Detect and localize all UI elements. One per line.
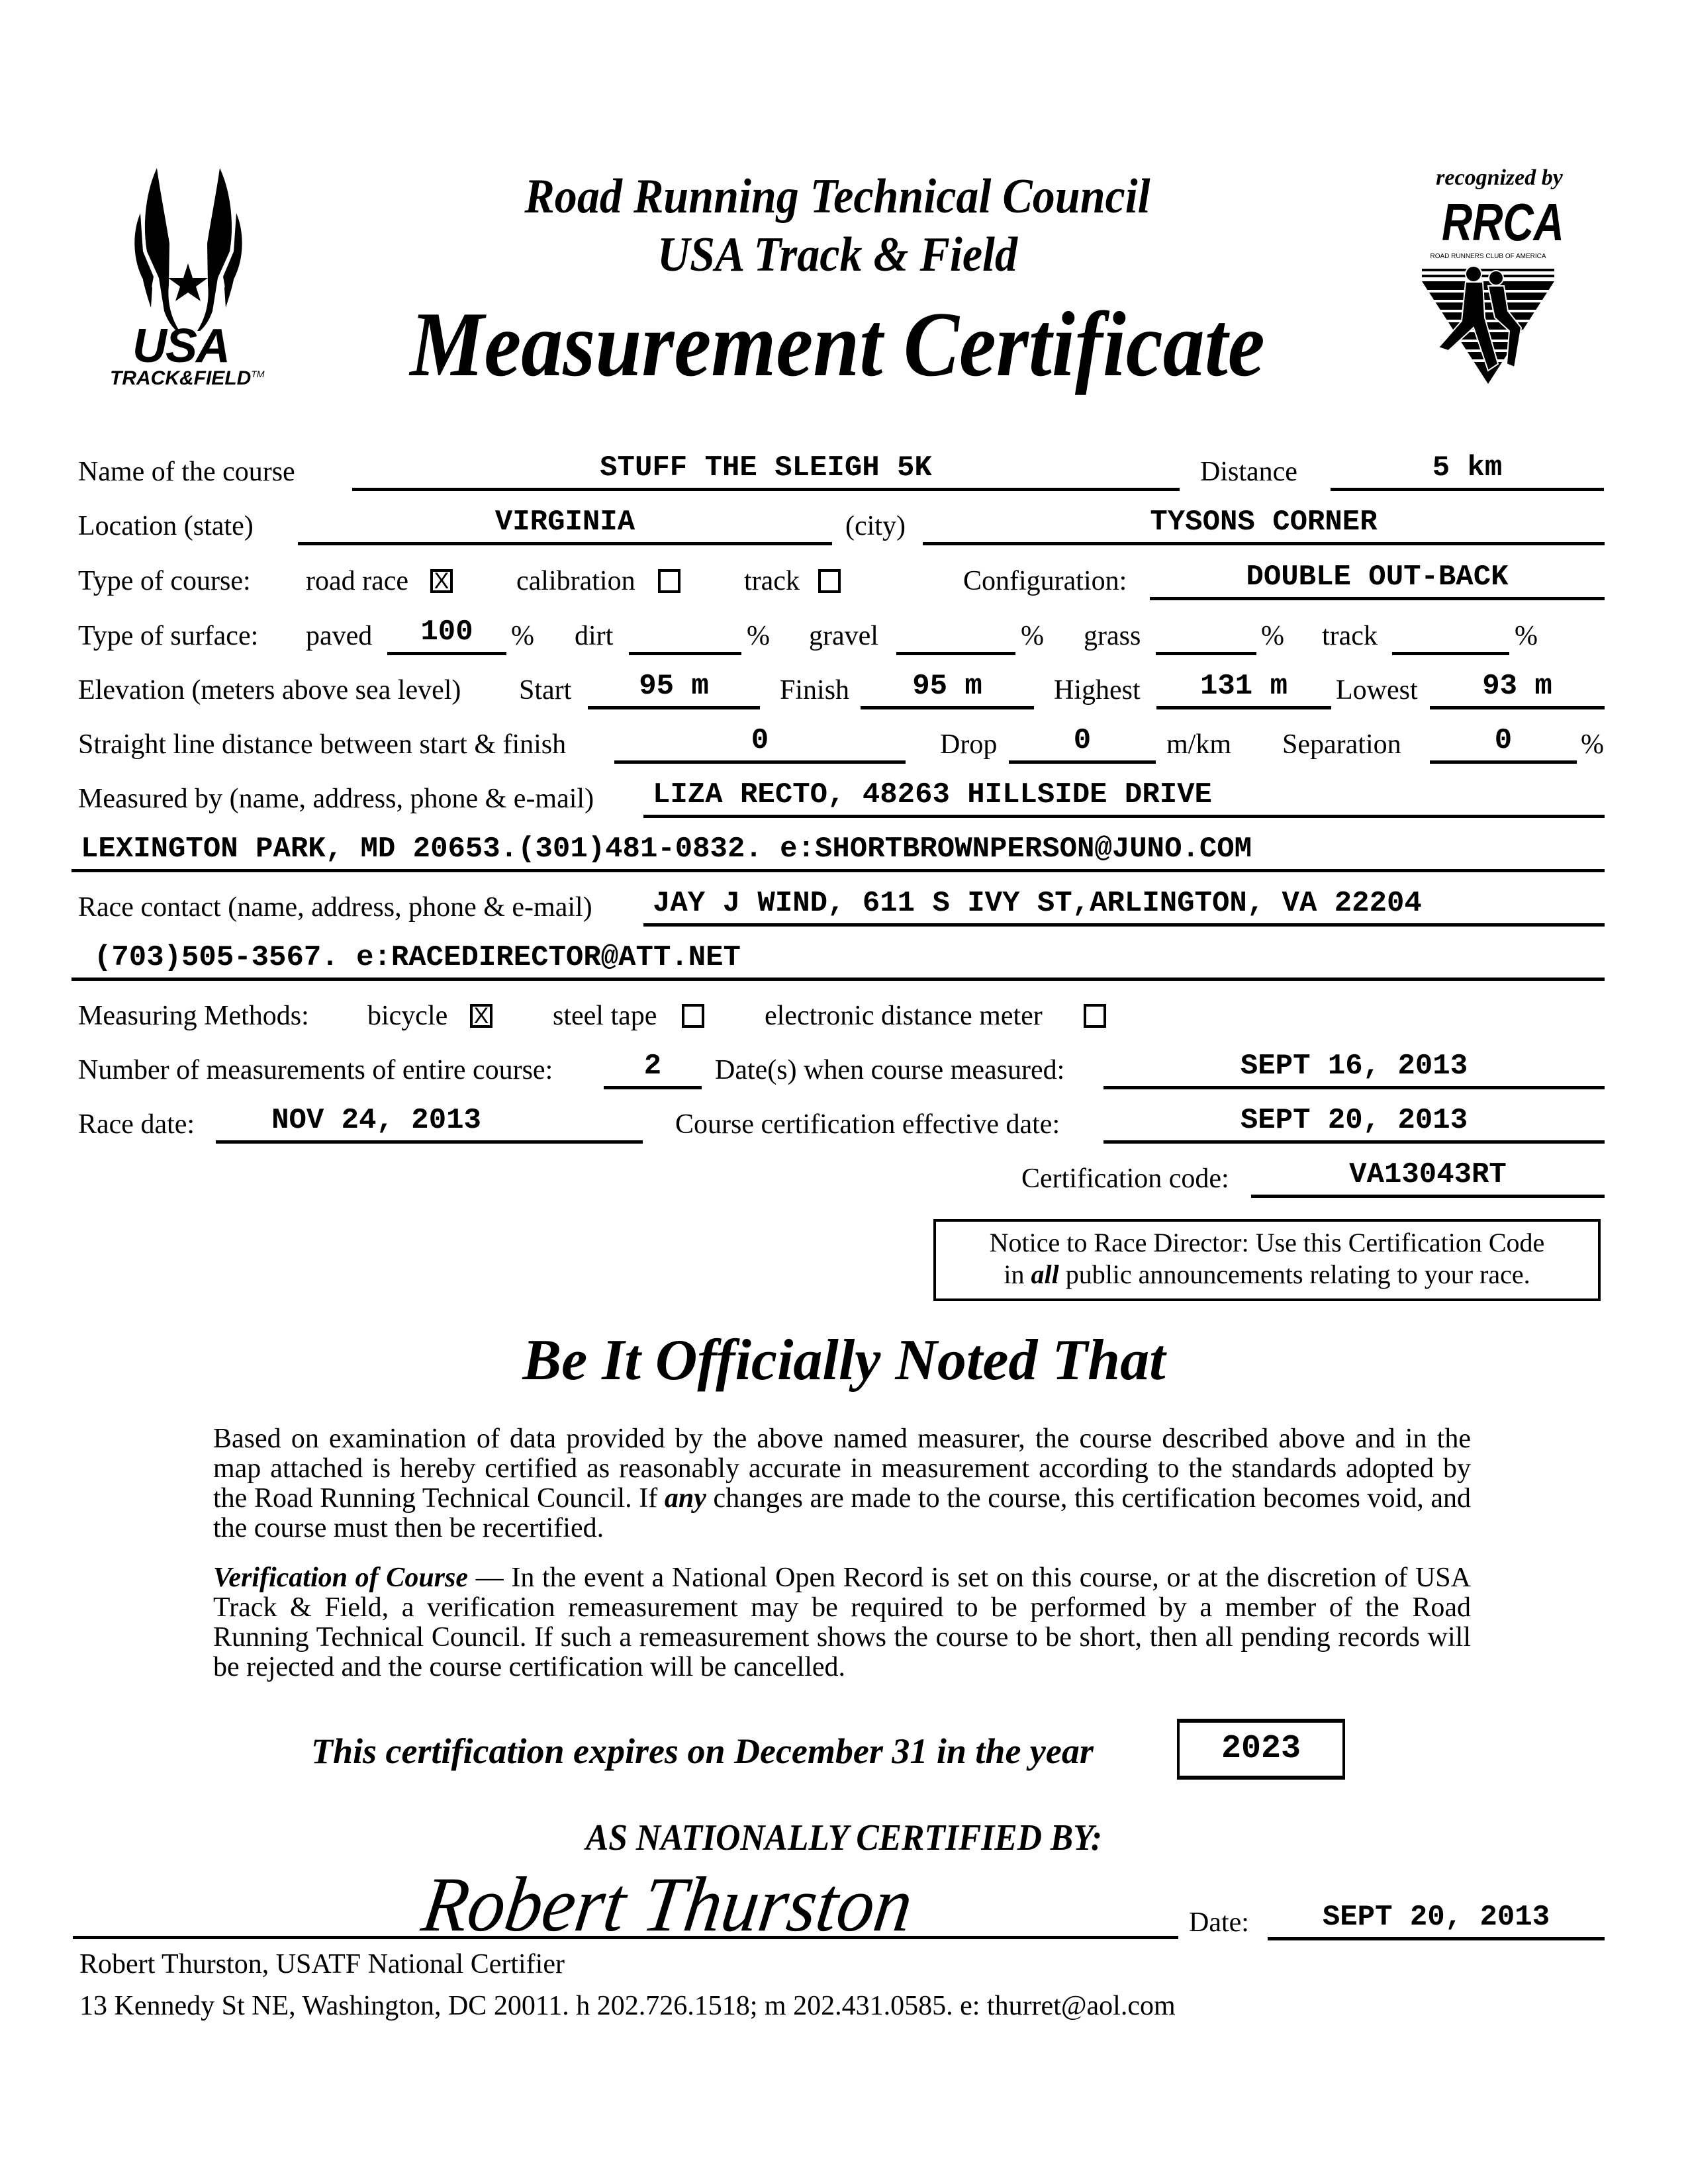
org-line-2: USA Track & Field <box>657 228 1018 282</box>
rrca-logo-icon <box>1422 265 1554 384</box>
straight-line-field[interactable] <box>614 724 906 764</box>
usatf-logo <box>106 165 298 390</box>
rrca-subtext: ROAD RUNNERS CLUB OF AMERICA <box>1430 253 1546 260</box>
surface-grass-label: grass <box>1084 621 1141 651</box>
method-bicycle-checkbox[interactable]: X <box>470 1004 492 1028</box>
surface-gravel-unit: % <box>1021 621 1044 651</box>
elevation-highest-label: Highest <box>1054 675 1141 705</box>
dates-measured-field[interactable] <box>1103 1050 1605 1089</box>
rrca-text: RRCA <box>1442 193 1564 251</box>
elevation-highest-field[interactable] <box>1156 670 1331 709</box>
city-label: (city) <box>845 511 906 541</box>
method-steel-tape-label: steel tape <box>553 1001 657 1031</box>
location-state-label: Location (state) <box>78 511 254 541</box>
measured-by-line1-value: LIZA RECTO, 48263 HILLSIDE DRIVE <box>653 778 1212 811</box>
usatf-logo-text: USA <box>132 320 230 373</box>
cert-code-label: Certification code: <box>1021 1163 1229 1194</box>
method-bicycle-label: bicycle <box>367 1001 448 1031</box>
measured-by-line2-field[interactable] <box>71 833 1605 872</box>
surface-paved-unit: % <box>511 621 534 651</box>
course-type-calibration-checkbox[interactable] <box>658 569 680 593</box>
surface-grass-unit: % <box>1261 621 1284 651</box>
certification-paragraph <box>213 1424 1471 1543</box>
page-title: Measurement Certificate <box>410 293 1265 396</box>
rrca-logo <box>1410 165 1589 390</box>
elevation-highest-value: 131 m <box>1199 670 1288 703</box>
drop-unit: m/km <box>1166 729 1232 760</box>
elevation-label: Elevation (meters above sea level) <box>78 675 461 705</box>
notice-line-1: Notice to Race Director: Use this Certification Code <box>989 1228 1545 1257</box>
configuration-label: Configuration: <box>963 566 1127 596</box>
surface-paved-value: 100 <box>420 615 473 649</box>
elevation-finish-label: Finish <box>780 675 850 705</box>
surface-paved-field[interactable] <box>387 615 506 655</box>
drop-label: Drop <box>940 729 998 760</box>
usatf-logo-icon <box>106 165 298 331</box>
effective-date-field[interactable] <box>1103 1104 1605 1144</box>
signature-line <box>73 1936 1178 1939</box>
effective-date-value: SEPT 20, 2013 <box>1240 1104 1468 1137</box>
race-contact-line2-value: (703)505-3567. e:RACEDIRECTOR@ATT.NET <box>94 941 741 974</box>
body-heading: Be It Officially Noted That <box>522 1328 1166 1392</box>
location-state-field[interactable] <box>298 506 832 545</box>
num-measurements-value: 2 <box>643 1050 662 1083</box>
configuration-value: DOUBLE OUT-BACK <box>1246 561 1509 594</box>
cert-code-value: VA13043RT <box>1349 1158 1507 1191</box>
effective-date-label: Course certification effective date: <box>675 1109 1060 1140</box>
surface-dirt-label: dirt <box>575 621 614 651</box>
elevation-finish-field[interactable] <box>861 670 1034 709</box>
surface-paved-label: paved <box>306 621 373 651</box>
notice-line-2-em: all <box>1031 1259 1059 1289</box>
elevation-lowest-field[interactable] <box>1430 670 1605 709</box>
surface-track-unit: % <box>1515 621 1538 651</box>
methods-label: Measuring Methods: <box>78 1001 309 1031</box>
drop-field[interactable] <box>1009 724 1156 764</box>
signature-date-value: SEPT 20, 2013 <box>1322 1901 1550 1934</box>
elevation-finish-value: 95 m <box>912 670 982 703</box>
race-date-field[interactable] <box>216 1104 643 1144</box>
signature-date-field[interactable] <box>1268 1901 1605 1940</box>
separation-value: 0 <box>1494 724 1513 757</box>
dates-measured-label: Date(s) when course measured: <box>715 1055 1065 1085</box>
distance-field[interactable] <box>1331 451 1604 491</box>
drop-value: 0 <box>1073 724 1092 757</box>
elevation-start-label: Start <box>519 675 572 705</box>
para2-em: Verification of Course <box>213 1563 469 1593</box>
configuration-field[interactable] <box>1150 561 1605 600</box>
separation-unit: % <box>1581 729 1604 760</box>
straight-line-value: 0 <box>751 724 769 757</box>
measured-by-label: Measured by (name, address, phone & e-mail) <box>78 784 594 814</box>
surface-dirt-field[interactable] <box>629 619 741 655</box>
notice-line-2-post: public announcements relating to your race. <box>1058 1259 1530 1289</box>
signature-date-label: Date: <box>1189 1907 1249 1938</box>
method-steel-tape-checkbox[interactable] <box>682 1004 704 1028</box>
course-name-label: Name of the course <box>78 457 295 487</box>
usatf-logo-subtext <box>110 367 265 390</box>
measured-by-line2-value: LEXINGTON PARK, MD 20653.(301)481-0832. e:SHORTBROWNPERSON@JUNO.COM <box>81 833 1252 866</box>
expiry-year-box <box>1177 1719 1345 1780</box>
para2-post: — In the event a National Open Record is set on this course, or at the discretion of USA Track & Field, a verification remeasurement may be required to be performed by a member of the Road Running Technical Council. If such a remeasurement shows the course to be short, then all pending records will be rejected and the course certification will be cancelled. <box>213 1563 1471 1682</box>
city-field[interactable] <box>923 506 1605 545</box>
separation-label: Separation <box>1282 729 1401 760</box>
course-type-track-label: track <box>744 566 800 596</box>
course-type-calibration-label: calibration <box>516 566 635 596</box>
surface-dirt-unit: % <box>747 621 770 651</box>
para1-pre: Based on examination of data provided by the above named measurer, the course described above and in the map attached is hereby certified as reasonably accurate in measurement according to the standards adopted by the Road Running Technical Council. If <box>213 1424 1471 1514</box>
rrca-caption: recognized by <box>1436 165 1563 190</box>
method-edm-checkbox[interactable] <box>1084 1004 1106 1028</box>
separation-field[interactable] <box>1430 724 1577 764</box>
notice-box <box>933 1219 1601 1301</box>
org-line-1: Road Running Technical Council <box>524 169 1150 224</box>
measured-by-line1-field[interactable] <box>643 778 1605 818</box>
elevation-start-value: 95 m <box>639 670 709 703</box>
usatf-tm: TM <box>251 369 265 379</box>
certified-by-heading: AS NATIONALLY CERTIFIED BY: <box>585 1817 1103 1858</box>
dates-measured-value: SEPT 16, 2013 <box>1240 1050 1468 1083</box>
expiry-year: 2023 <box>1221 1730 1301 1768</box>
notice-line-2-pre: in <box>1004 1259 1031 1289</box>
straight-line-label: Straight line distance between start & finish <box>78 729 567 760</box>
race-date-label: Race date: <box>78 1109 195 1140</box>
race-contact-line1-field[interactable] <box>643 887 1605 927</box>
signature: Robert Thurston <box>417 1861 918 1948</box>
distance-label: Distance <box>1200 457 1297 487</box>
course-type-label: Type of course: <box>78 566 251 596</box>
elevation-lowest-label: Lowest <box>1336 675 1418 705</box>
elevation-lowest-value: 93 m <box>1482 670 1552 703</box>
surface-gravel-label: gravel <box>809 621 878 651</box>
cert-code-field[interactable] <box>1251 1158 1605 1198</box>
elevation-start-field[interactable] <box>588 670 760 709</box>
notice-line-2 <box>936 1259 1598 1291</box>
course-type-road-race-checkbox[interactable]: X <box>430 569 453 593</box>
num-measurements-label: Number of measurements of entire course: <box>78 1055 553 1085</box>
course-type-track-checkbox[interactable] <box>818 569 841 593</box>
course-name-field[interactable] <box>352 451 1180 491</box>
surface-grass-field[interactable] <box>1156 619 1256 655</box>
distance-value: 5 km <box>1432 451 1503 484</box>
usatf-sub: TRACK&FIELD <box>110 367 252 389</box>
para1-post: changes are made to the course, this certification becomes void, and the course must then be recertified. <box>213 1483 1471 1543</box>
para1-em: any <box>664 1483 706 1514</box>
certifier-contact: 13 Kennedy St NE, Washington, DC 20011. h 202.726.1518; m 202.431.0585. e: thurret@aol.com <box>79 1991 1176 2021</box>
race-contact-line1-value: JAY J WIND, 611 S IVY ST,ARLINGTON, VA 22204 <box>653 887 1422 920</box>
num-measurements-field[interactable] <box>604 1050 702 1089</box>
certifier-name: Robert Thurston, USATF National Certifier <box>79 1949 565 1979</box>
race-date-value: NOV 24, 2013 <box>271 1104 481 1137</box>
location-state-value: VIRGINIA <box>494 506 635 539</box>
course-type-road-race-label: road race <box>306 566 409 596</box>
race-contact-label: Race contact (name, address, phone & e-mail) <box>78 892 592 923</box>
course-name-value: STUFF THE SLEIGH 5K <box>600 451 932 484</box>
surface-label: Type of surface: <box>78 621 259 651</box>
method-edm-label: electronic distance meter <box>765 1001 1043 1031</box>
city-value: TYSONS CORNER <box>1150 506 1378 539</box>
surface-gravel-field[interactable] <box>896 619 1015 655</box>
expiry-text: This certification expires on December 31 in the year <box>311 1731 1094 1771</box>
race-contact-line2-field[interactable] <box>71 941 1605 981</box>
surface-track-field[interactable] <box>1392 619 1509 655</box>
verification-paragraph <box>213 1563 1471 1682</box>
surface-track-label: track <box>1322 621 1378 651</box>
